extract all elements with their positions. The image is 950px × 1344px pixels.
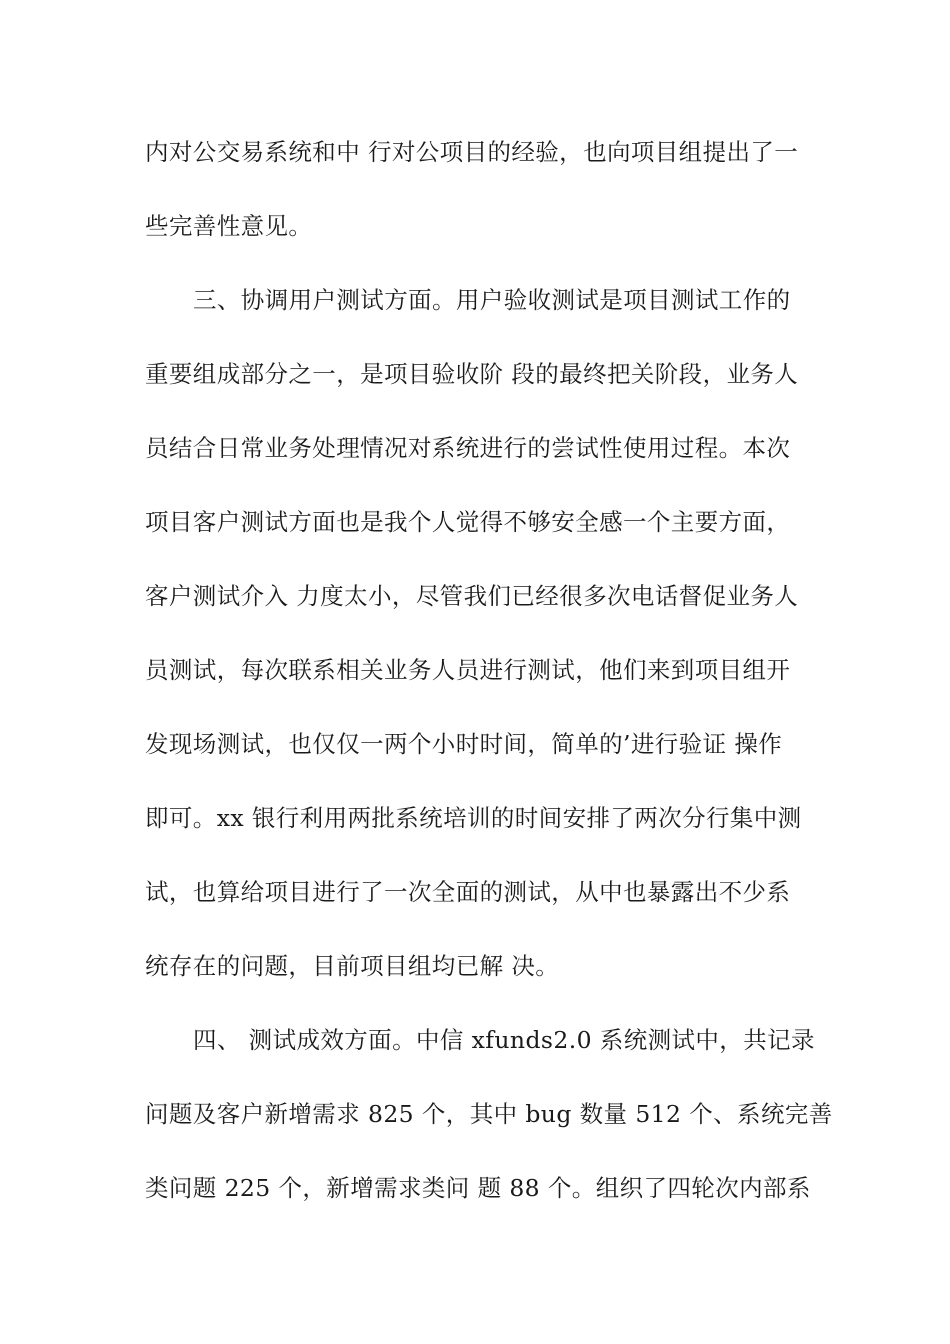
text-line: 重要组成部分之一，是项目验收阶 段的最终把关阶段，业务人	[145, 360, 799, 388]
text-line: 试，也算给项目进行了一次全面的测试，从中也暴露出不少系	[145, 878, 791, 906]
text-line: 员结合日常业务处理情况对系统进行的尝试性使用过程。本次	[145, 434, 791, 462]
text-line: 即可。xx 银行利用两批系统培训的时间安排了两次分行集中测	[145, 804, 802, 832]
text-line: 发现场测试，也仅仅一两个小时时间，简单的’进行验证 操作	[145, 730, 783, 758]
text-line: 问题及客户新增需求 825 个，其中 bug 数量 512 个、系统完善	[145, 1100, 833, 1128]
text-line: 项目客户测试方面也是我个人觉得不够安全感一个主要方面，	[145, 508, 791, 536]
section-4-heading-line: 四、 测试成效方面。中信 xfunds2.0 系统测试中，共记录	[193, 1026, 815, 1054]
text-line: 内对公交易系统和中 行对公项目的经验，也向项目组提出了一	[145, 138, 799, 166]
text-line: 类问题 225 个，新增需求类问 题 88 个。组织了四轮次内部系	[145, 1174, 811, 1202]
body-text	[145, 124, 833, 1234]
text-line: 些完善性意见。	[145, 212, 313, 240]
text-line: 客户测试介入 力度太小，尽管我们已经很多次电话督促业务人	[145, 582, 799, 610]
section-3-heading-line: 三、协调用户测试方面。用户验收测试是项目测试工作的	[193, 286, 791, 314]
text-line: 员测试，每次联系相关业务人员进行测试，他们来到项目组开	[145, 656, 791, 684]
text-line: 统存在的问题，目前项目组均已解 决。	[145, 952, 560, 980]
